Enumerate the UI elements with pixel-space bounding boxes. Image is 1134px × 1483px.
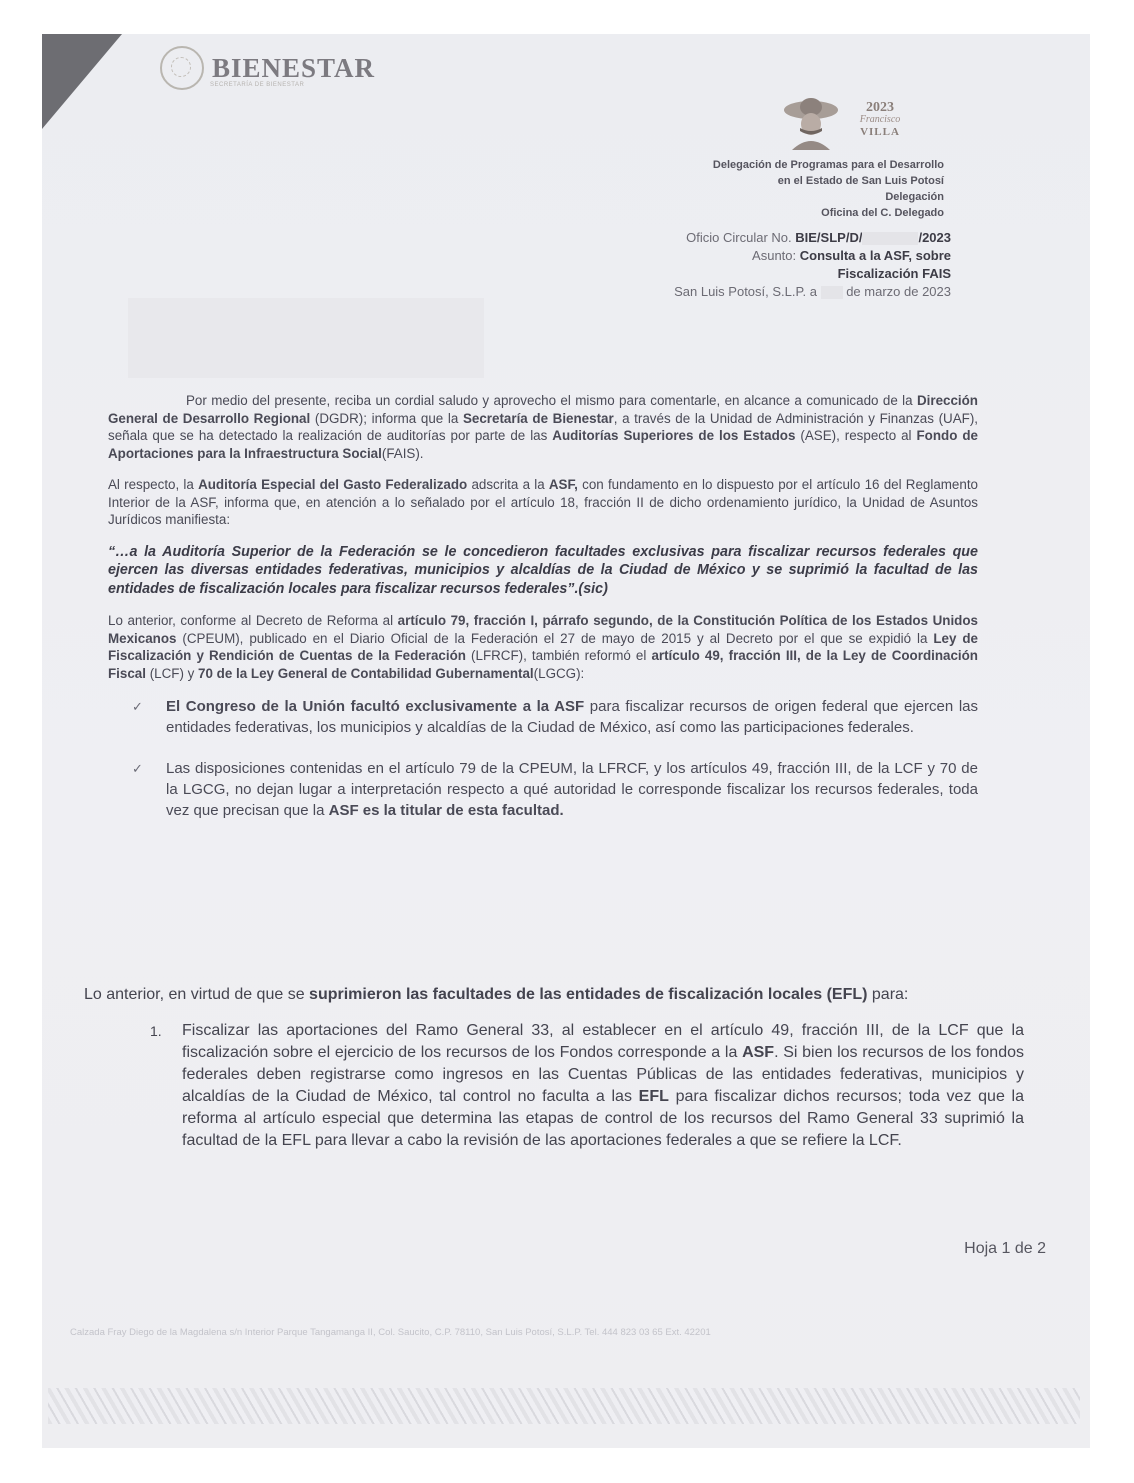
- bold-text: ASF,: [548, 477, 578, 492]
- asunto-label: Asunto:: [752, 248, 797, 263]
- check-icon: ✓: [132, 761, 143, 776]
- place-date-line: [674, 283, 951, 301]
- redacted-number: [862, 232, 918, 245]
- letter-body: [108, 392, 978, 841]
- redacted-recipient: [128, 298, 484, 378]
- bullet-list: [108, 696, 978, 821]
- bold-text: Fondo de Aportaciones para la Infraestructura Social: [108, 428, 978, 461]
- bold-text: artículo 49, fracción III, de la Ley de Coordinación Fiscal: [108, 648, 978, 681]
- reference-block: [674, 229, 951, 301]
- brand-subtitle: SECRETARÍA DE BIENESTAR: [210, 82, 305, 88]
- bold-text: Dirección General de Desarrollo Regional: [108, 393, 978, 426]
- bold-text: 70 de la Ley General de Contabilidad Gubernamental: [198, 665, 534, 681]
- bold-text: Auditorías Superiores de los Estados: [552, 428, 796, 443]
- year-label: 2023: [866, 100, 894, 115]
- page-number: Hoja 1 de 2: [964, 1240, 1046, 1257]
- place-a: San Luis Potosí, S.L.P. a: [674, 284, 817, 299]
- place-b: de marzo de 2023: [846, 284, 951, 299]
- office-block: [713, 157, 944, 221]
- brand-name: BIENESTAR: [212, 52, 376, 83]
- footer-address: Calzada Fray Diego de la Magdalena s/n Interior Parque Tangamanga II, Col. Saucito, C.P. 78110, San Luis Potosí, S.L.P. Tel. 444 823 03 65 Ext. 42201: [70, 1327, 711, 1338]
- legal-quote: “…a la Auditoría Superior de la Federación se le concedieron facultades exclusivas para fiscalizar recursos federales que ejercen las diversas entidades federativas, municipios y alcaldías de la Ciudad de México y se suprimió la facultad de las entidades de fiscalización locales para fiscalizar recursos federales”.(sic): [108, 543, 978, 597]
- paragraph-3: [108, 612, 978, 682]
- bold-text: suprimieron las facultades de las entidades de fiscalización locales (EFL): [309, 986, 868, 1003]
- villa-portrait-icon: [782, 94, 840, 150]
- asunto-line: [674, 247, 951, 265]
- lower-section: [84, 984, 1024, 1152]
- oficio-code-a: BIE/SLP/D/: [795, 230, 863, 245]
- year-logo: [782, 94, 932, 152]
- bold-text: Ley de Fiscalización y Rendición de Cuentas de la Federación: [108, 630, 978, 663]
- decorative-band: [48, 1388, 1080, 1424]
- asunto-line-2: [674, 265, 951, 283]
- text: adscrita a la: [467, 477, 549, 492]
- text: (DGDR); informa que la: [310, 410, 463, 426]
- bold-text: ASF es la titular de esta facultad.: [328, 802, 564, 819]
- text: (ASE), respecto al: [795, 428, 917, 443]
- text: (CPEUM), publicado en el Diario Oficial de la Federación el 27 de mayo de 2015 y al Decreto por el que se expidió la: [176, 630, 934, 646]
- office-line: Oficina del C. Delegado: [821, 207, 944, 219]
- text: con fundamento en lo dispuesto por el artículo 16 del Reglamento Interior de la ASF, informa que, en atención a lo señalado por el artículo 18, fracción II de dicho ordenamiento jurídico, la Unidad de Asuntos Jurídicos manifiesta:: [108, 477, 978, 527]
- text: Fiscalizar las aportaciones del Ramo General 33, al establecer en el artículo 49, fracción III, de la LCF que la fiscalización sobre el ejercicio de los recursos de los Fondos corresponde a la: [182, 1022, 1024, 1061]
- text: , a través de la Unidad de Administración y Finanzas (UAF), señala que se ha detectado la realización de auditorías por parte de las: [108, 410, 979, 443]
- bullet-item: [132, 696, 978, 738]
- paragraph-1: [108, 392, 978, 462]
- bold-text: Auditoría Especial del Gasto Federalizado: [198, 477, 468, 492]
- text: Por medio del presente, reciba un cordial saludo y aprovecho el mismo para comentarle, en alcance a comunicado de la: [186, 393, 917, 408]
- text: para:: [867, 986, 909, 1003]
- numbered-item-1: [84, 1020, 1024, 1152]
- oficio-code-b: /2023: [918, 230, 951, 245]
- bienestar-logo: [160, 46, 375, 90]
- oficio-line: [674, 229, 951, 247]
- bold-text: EFL: [638, 1088, 669, 1105]
- year-logo-text: [844, 102, 916, 138]
- check-icon: ✓: [132, 699, 143, 714]
- text: Las disposiciones contenidas en el artículo 79 de la CPEUM, la LFRCF, y los artículos 49, fracción III, de la LCF y 70 de la LGCG, no dejan lugar a interpretación respecto a qué autoridad le corresponde fiscalizar los recursos federales, toda vez que precisan que la: [166, 760, 978, 819]
- text: Lo anterior, conforme al Decreto de Reforma al: [108, 613, 398, 628]
- item-number: 1.: [150, 1023, 162, 1039]
- asunto-a: Consulta a la ASF, sobre: [799, 248, 951, 263]
- paragraph-4: [84, 984, 1024, 1006]
- bullet-item: [132, 758, 978, 821]
- redacted-day: [821, 286, 843, 299]
- text: (FAIS).: [381, 445, 424, 461]
- text: Lo anterior, en virtud de que se: [84, 986, 310, 1003]
- oficio-prefix: Oficio Circular No.: [686, 230, 792, 245]
- paragraph-2: [108, 476, 978, 529]
- text: (LCF) y: [145, 665, 199, 681]
- text: para fiscalizar recursos de origen federal que ejercen las entidades federativas, los municipios y alcaldías de la Ciudad de México, así como las participaciones federales.: [166, 698, 978, 736]
- year-name: Francisco: [859, 114, 901, 125]
- text: (LGCG):: [533, 665, 585, 681]
- office-line: Delegación: [885, 191, 944, 203]
- bold-text: Secretaría de Bienestar: [462, 410, 614, 426]
- text: para fiscalizar dichos recursos; toda vez que la reforma al artículo especial que determina las etapas de control de los recursos del Ramo General 33 suprimió la facultad de la EFL para llevar a cabo la revisión de las aportaciones federales a que se refiere la LCF.: [182, 1088, 1025, 1149]
- office-line: en el Estado de San Luis Potosí: [777, 175, 944, 187]
- folded-corner: [42, 34, 122, 129]
- bold-text: artículo 79, fracción I, párrafo segundo, de la Constitución Política de los Estados Unidos Mexicanos: [108, 613, 978, 646]
- bold-text: ASF: [742, 1044, 775, 1061]
- office-line: Delegación de Programas para el Desarrollo: [712, 159, 944, 171]
- text: (LFRCF), también reformó el: [465, 648, 652, 663]
- asunto-b: Fiscalización FAIS: [837, 266, 951, 281]
- text: Al respecto, la: [108, 477, 199, 492]
- eagle-seal-icon: [160, 46, 204, 90]
- bold-text: El Congreso de la Unión facultó exclusivamente a la ASF: [166, 698, 585, 715]
- text: . Si bien los recursos de los fondos federales deben registrarse como ingresos en las Cuentas Públicas de las entidades federativas, municipios y alcaldías de la Ciudad de México, tal control no faculta a las: [182, 1044, 1024, 1105]
- year-surname: VILLA: [860, 126, 900, 138]
